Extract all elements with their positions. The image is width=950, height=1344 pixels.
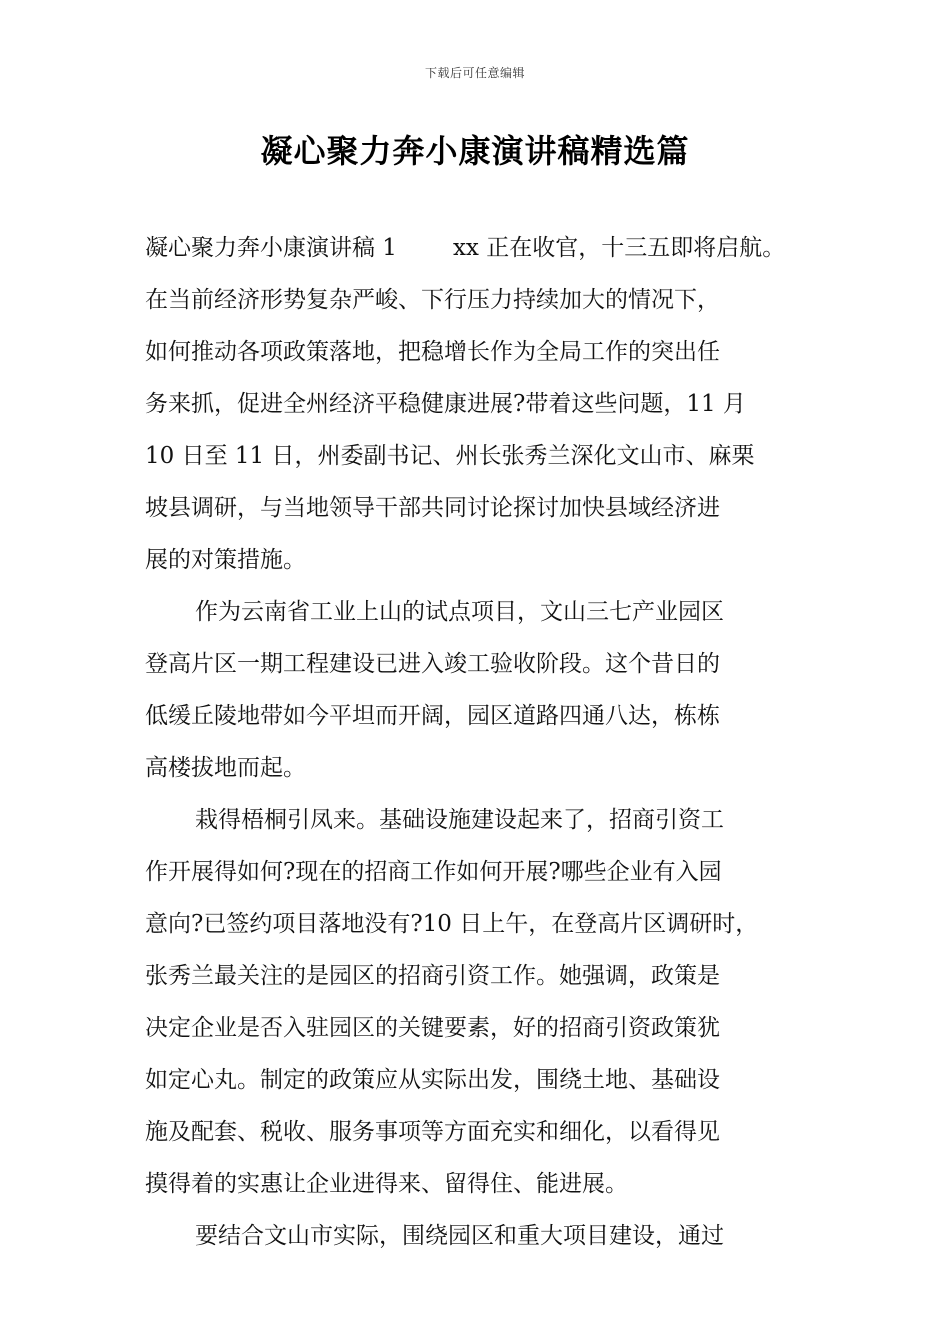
paragraph-line: 作开展得如何?现在的招商工作如何开展?哪些企业有入园 <box>145 859 722 885</box>
header-note: 下载后可任意编辑 <box>424 66 525 80</box>
paragraph-line: 决定企业是否入驻园区的关键要素，好的招商引资政策犹 <box>145 1015 720 1041</box>
paragraph-line: 张秀兰最关注的是园区的招商引资工作。她强调，政策是 <box>145 963 720 989</box>
paragraph-line: 意向?已签约项目落地没有?10 日上午，在登高片区调研时， <box>145 911 759 937</box>
paragraph-line: 坡县调研，与当地领导干部共同讨论探讨加快县域经济进 <box>145 495 720 521</box>
paragraph-line: 低缓丘陵地带如今平坦而开阔，园区道路四通八达，栋栋 <box>145 703 720 729</box>
paragraph-line: 施及配套、税收、服务事项等方面充实和细化，以看得见 <box>145 1119 720 1145</box>
paragraph-line: 如何推动各项政策落地，把稳增长作为全局工作的突出任 <box>145 339 720 365</box>
paragraph-line: 摸得着的实惠让企业进得来、留得住、能进展。 <box>145 1171 628 1197</box>
paragraph-line: 要结合文山市实际，围绕园区和重大项目建设，通过 <box>195 1223 724 1249</box>
paragraph-line: 栽得梧桐引凤来。基础设施建设起来了，招商引资工 <box>195 807 724 833</box>
paragraph-line: 高楼拔地而起。 <box>145 755 306 781</box>
paragraph-text: xx 正在收官，十三五即将启航。 <box>452 235 786 261</box>
paragraph-line: 如定心丸。制定的政策应从实际出发，围绕土地、基础设 <box>145 1067 720 1093</box>
paragraph-line: 登高片区一期工程建设已进入竣工验收阶段。这个昔日的 <box>145 651 720 677</box>
paragraph-line: 作为云南省工业上山的试点项目，文山三七产业园区 <box>195 599 724 625</box>
paragraph-line: 务来抓，促进全州经济平稳健康进展?带着这些问题，11 月 <box>145 391 746 417</box>
document-body <box>145 222 835 1262</box>
paragraph-line: 在当前经济形势复杂严峻、下行压力持续加大的情况下， <box>145 287 720 313</box>
paragraph-line: 10 日至 11 日，州委副书记、州长张秀兰深化文山市、麻栗 <box>145 443 755 469</box>
paragraph-line <box>145 222 835 274</box>
document-title: 凝心聚力奔小康演讲稿精选篇 <box>260 132 690 170</box>
speech-heading: 凝心聚力奔小康演讲稿 1 <box>145 235 397 261</box>
paragraph-line: 展的对策措施。 <box>145 547 306 573</box>
